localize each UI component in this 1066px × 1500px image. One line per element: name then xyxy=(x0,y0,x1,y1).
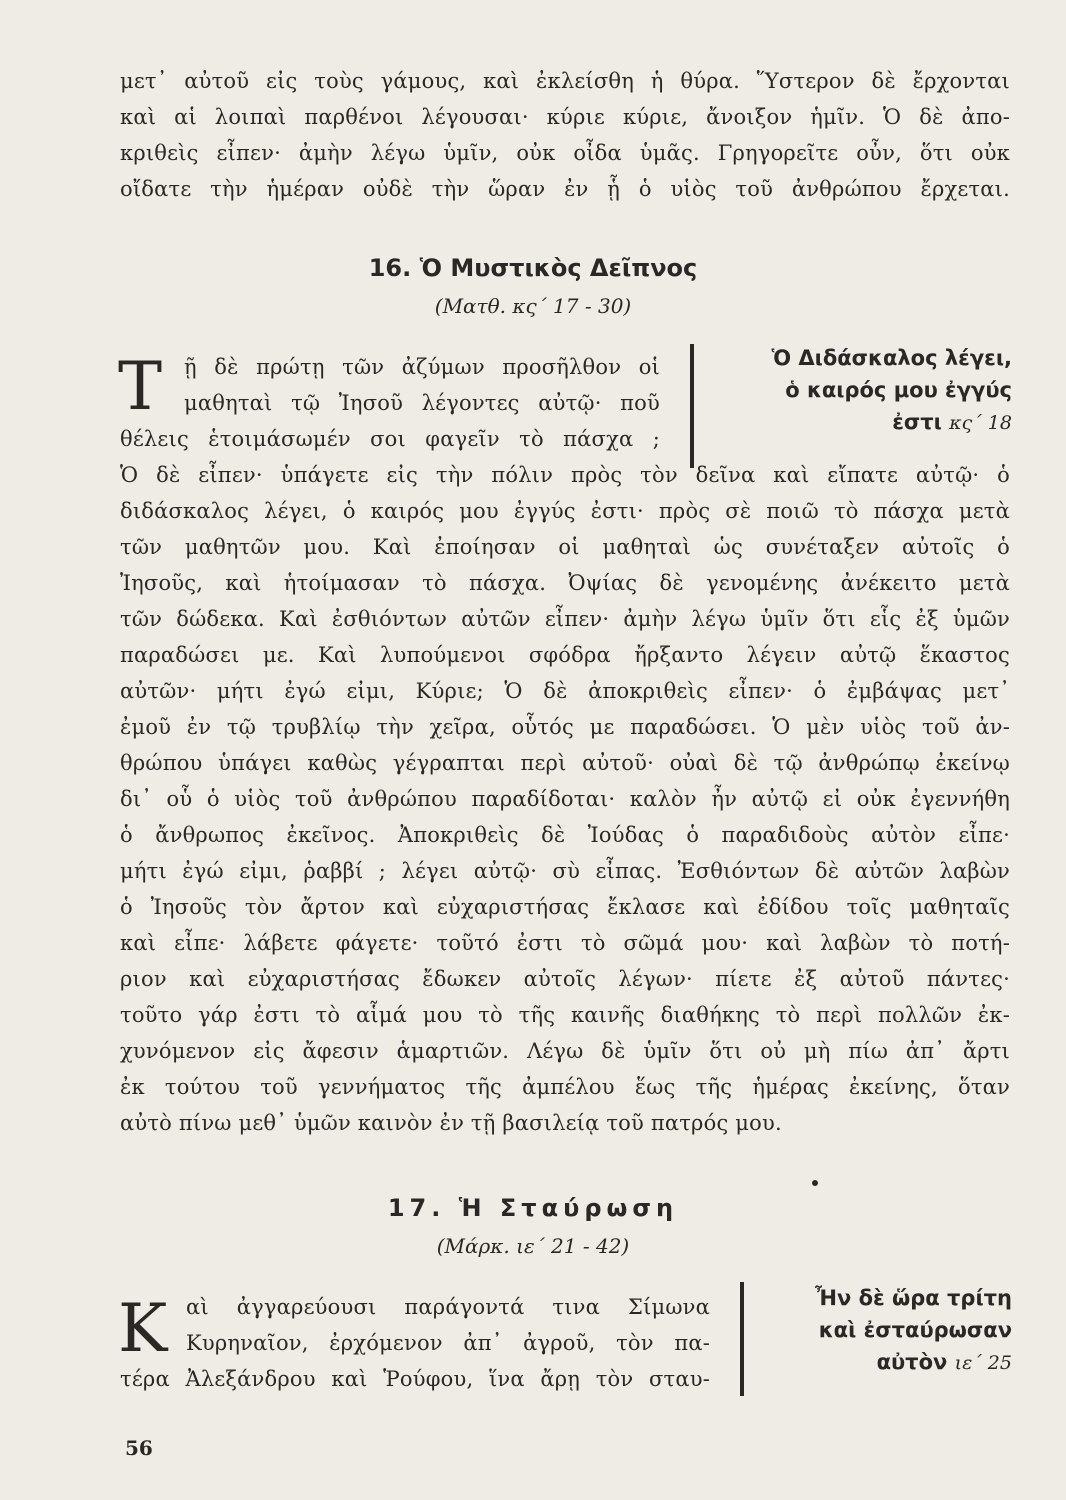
text-line: θρώπου ὑπάγει καθὼς γέγραπται περὶ αὐτοῦ· οὐαὶ δὲ τῷ ἀνθρώπῳ ἐκείνῳ xyxy=(120,751,1010,775)
text-line: ἐμοῦ ἐν τῷ τρυβλίῳ τὴν χεῖρα, οὗτός με παραδώσει. Ὁ μὲν υἱὸς τοῦ ἀν- xyxy=(120,715,1010,739)
text-line: χυνόμενον εἰς ἄφεσιν ἁμαρτιῶν. Λέγω δὲ ὑμῖν ὅτι οὐ μὴ πίω ἀπ᾽ ἄρτι xyxy=(120,1039,1010,1063)
drop-cap: Τ xyxy=(118,348,163,425)
side-note-line: Ἦν δὲ ὥρα τρίτη xyxy=(814,1286,1012,1310)
text-line: οἴδατε τὴν ἡμέραν οὐδὲ τὴν ὥραν ἐν ᾗ ὁ υἱὸς τοῦ ἀνθρώπου ἔρχεται. xyxy=(120,177,1010,201)
side-note-rule xyxy=(740,1282,744,1396)
drop-cap: Κ xyxy=(118,1290,168,1367)
section-reference: (Ματθ. κς´ 17 - 30) xyxy=(434,294,632,318)
side-note-reference: κς´ 18 xyxy=(949,412,1012,434)
side-note-line xyxy=(706,406,1012,439)
side-note-line xyxy=(756,1346,1012,1379)
text-line: τῶν μαθητῶν μου. Καὶ ἐποίησαν οἱ μαθηταὶ ὡς συνέταξεν αὐτοῖς ὁ xyxy=(120,535,1010,559)
text-line: παραδώσει με. Καὶ λυπούμενοι σφόδρα ἤρξαντο λέγειν αὐτῷ ἕκαστος xyxy=(120,643,1010,667)
side-note xyxy=(706,342,1012,439)
side-note xyxy=(756,1282,1012,1379)
text-line: ῇ δὲ πρώτῃ τῶν ἀζύμων προσῆλθον οἱ xyxy=(184,355,660,379)
section-reference: (Μάρκ. ιε´ 21 - 42) xyxy=(436,1234,630,1258)
text-line: αὐτὸ πίνω μεθ᾽ ὑμῶν καινὸν ἐν τῇ βασιλείᾳ τοῦ πατρός μου. xyxy=(120,1111,782,1135)
text-line: Ὁ δὲ εἶπεν· ὑπάγετε εἰς τὴν πόλιν πρὸς τὸν δεῖνα καὶ εἴπατε αὐτῷ· ὁ xyxy=(120,463,1010,487)
text-line: αὶ ἀγγαρεύουσι παράγοντά τινα Σίμωνα xyxy=(186,1295,710,1319)
text-line: δι᾽ οὗ ὁ υἱὸς τοῦ ἀνθρώπου παραδίδοται· καλὸν ἦν αὐτῷ εἰ οὐκ ἐγεννήθη xyxy=(120,787,1010,811)
side-note-word: αὐτὸν xyxy=(876,1350,948,1374)
side-note-reference: ιε´ 25 xyxy=(954,1352,1012,1374)
page-number: 56 xyxy=(125,1436,153,1460)
text-line: διδάσκαλος λέγει, ὁ καιρός μου ἐγγύς ἐστι· πρὸς σὲ ποιῶ τὸ πάσχα μετὰ xyxy=(120,499,1010,523)
side-note-line: καὶ ἐσταύρωσαν xyxy=(818,1318,1012,1342)
text-line: τοῦτο γάρ ἐστι τὸ αἷμά μου τὸ τῆς καινῆς διαθήκης τὸ περὶ πολλῶν ἐκ- xyxy=(120,1003,1010,1027)
ornament-dot xyxy=(812,1180,818,1186)
text-line: ὁ ἄνθρωπος ἐκεῖνος. Ἀποκριθεὶς δὲ Ἰούδας ὁ παραδιδοὺς αὐτὸν εἶπε· xyxy=(120,823,1010,847)
text-line: καὶ εἶπε· λάβετε φάγετε· τοῦτό ἐστι τὸ σῶμά μου· καὶ λαβὼν τὸ ποτή- xyxy=(120,931,1010,955)
text-line: Ἰησοῦς, καὶ ἡτοίμασαν τὸ πάσχα. Ὀψίας δὲ γενομένης ἀνέκειτο μετὰ xyxy=(120,571,1010,595)
side-note-word: ἐστι xyxy=(892,410,942,434)
text-line: ριον καὶ εὐχαριστήσας ἔδωκεν αὐτοῖς λέγων· πίετε ἐξ αὐτοῦ πάντες· xyxy=(120,967,1010,991)
text-line: ἐκ τούτου τοῦ γεννήματος τῆς ἀμπέλου ἕως τῆς ἡμέρας ἐκείνης, ὅταν xyxy=(120,1075,1010,1099)
text-line: μαθηταὶ τῷ Ἰησοῦ λέγοντες αὐτῷ· ποῦ xyxy=(184,391,660,415)
side-note-rule xyxy=(690,344,694,468)
text-line: τῶν δώδεκα. Καὶ ἐσθιόντων αὐτῶν εἶπεν· ἀμὴν λέγω ὑμῖν ὅτι εἷς ἐξ ὑμῶν xyxy=(120,607,1010,631)
side-note-line: Ὁ Διδάσκαλος λέγει, xyxy=(771,346,1012,370)
text-line: μήτι ἐγώ εἰμι, ῥαββί ; λέγει αὐτῷ· σὺ εἶπας. Ἐσθιόντων δὲ αὐτῶν λαβὼν xyxy=(120,859,1010,883)
section-title: 16. Ὁ Μυστικὸς Δεῖπνος xyxy=(368,254,698,282)
text-line: μετ᾽ αὐτοῦ εἰς τοὺς γάμους, καὶ ἐκλείσθη ἡ θύρα. Ὕστερον δὲ ἔρχονται xyxy=(120,69,1010,93)
text-line: κριθεὶς εἶπεν· ἀμὴν λέγω ὑμῖν, οὐκ οἶδα ὑμᾶς. Γρηγορεῖτε οὖν, ὅτι οὐκ xyxy=(120,141,1010,165)
section-title: 17. Ἡ Σταύρωση xyxy=(387,1194,679,1222)
text-line: Κυρηναῖον, ἐρχόμενον ἀπ᾽ ἀγροῦ, τὸν πα- xyxy=(186,1331,710,1355)
text-line: καὶ αἱ λοιπαὶ παρθένοι λέγουσαι· κύριε κύριε, ἄνοιξον ἡμῖν. Ὁ δὲ ἀπο- xyxy=(120,105,1010,129)
side-note-line: ὁ καιρός μου ἐγγύς xyxy=(785,378,1012,402)
text-line: θέλεις ἑτοιμάσωμέν σοι φαγεῖν τὸ πάσχα ; xyxy=(120,427,660,451)
text-line: τέρα Ἀλεξάνδρου καὶ Ῥούφου, ἵνα ἄρῃ τὸν σταυ- xyxy=(120,1367,710,1391)
text-line: αὐτῶν· μήτι ἐγώ εἰμι, Κύριε; Ὁ δὲ ἀποκριθεὶς εἶπεν· ὁ ἐμβάψας μετ᾽ xyxy=(120,679,1010,703)
text-line: ὁ Ἰησοῦς τὸν ἄρτον καὶ εὐχαριστήσας ἔκλασε καὶ ἐδίδου τοῖς μαθηταῖς xyxy=(120,895,1010,919)
